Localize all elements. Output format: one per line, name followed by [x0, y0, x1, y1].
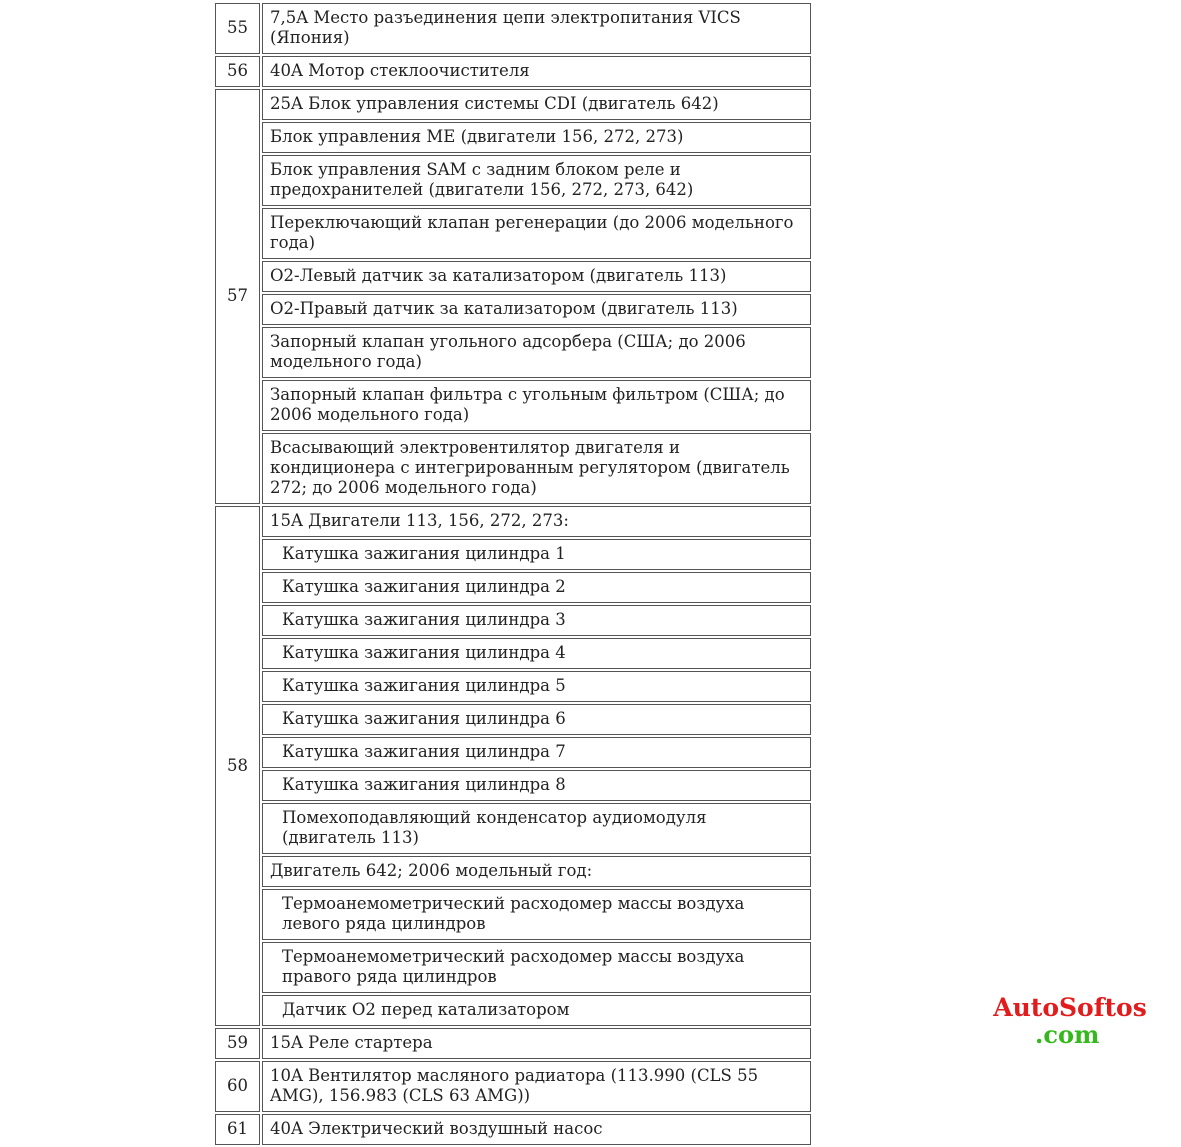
table-row	[215, 56, 811, 87]
fuse-description: 25A Блок управления системы CDI (двигатель 642)	[262, 89, 811, 120]
fuse-number: 59	[215, 1028, 260, 1059]
table-row	[215, 327, 811, 378]
table-row	[215, 3, 811, 54]
fuse-description: 40A Мотор стеклоочистителя	[262, 56, 811, 87]
fuse-table-body	[215, 3, 811, 1145]
fuse-number: 60	[215, 1061, 260, 1112]
fuse-description: 15A Реле стартера	[262, 1028, 811, 1059]
fuse-description: Двигатель 642; 2006 модельный год:	[262, 856, 811, 887]
table-row	[215, 942, 811, 993]
table-row	[215, 294, 811, 325]
table-row	[215, 155, 811, 206]
fuse-description: Блок управления ME (двигатели 156, 272, 273)	[262, 122, 811, 153]
fuse-description: Переключающий клапан регенерации (до 2006 модельного года)	[262, 208, 811, 259]
fuse-description: 40A Электрический воздушный насос	[262, 1114, 811, 1145]
table-row	[215, 122, 811, 153]
table-row	[215, 539, 811, 570]
table-row	[215, 995, 811, 1026]
fuse-description: Катушка зажигания цилиндра 6	[262, 704, 811, 735]
table-row	[215, 89, 811, 120]
table-row	[215, 856, 811, 887]
table-row	[215, 638, 811, 669]
table-row	[215, 671, 811, 702]
watermark-line-2: .com	[1035, 1020, 1100, 1049]
fuse-description: Катушка зажигания цилиндра 5	[262, 671, 811, 702]
fuse-description: Катушка зажигания цилиндра 7	[262, 737, 811, 768]
fuse-description: Блок управления SAM с задним блоком реле и предохранителей (двигатели 156, 272, 273, 642)	[262, 155, 811, 206]
fuse-description: Помехоподавляющий конденсатор аудиомодуля (двигатель 113)	[262, 803, 811, 854]
fuse-description: 10A Вентилятор масляного радиатора (113.990 (CLS 55 AMG), 156.983 (CLS 63 AMG))	[262, 1061, 811, 1112]
fuse-description: O2-Правый датчик за катализатором (двигатель 113)	[262, 294, 811, 325]
table-row	[215, 704, 811, 735]
fuse-description: Катушка зажигания цилиндра 2	[262, 572, 811, 603]
table-row	[215, 380, 811, 431]
fuse-description: Датчик O2 перед катализатором	[262, 995, 811, 1026]
fuse-description: Катушка зажигания цилиндра 1	[262, 539, 811, 570]
table-row	[215, 889, 811, 940]
fuse-description: O2-Левый датчик за катализатором (двигатель 113)	[262, 261, 811, 292]
fuse-number: 57	[215, 89, 260, 504]
table-row	[215, 261, 811, 292]
fuse-description: Катушка зажигания цилиндра 4	[262, 638, 811, 669]
table-row	[215, 572, 811, 603]
fuse-description: Катушка зажигания цилиндра 8	[262, 770, 811, 801]
table-row	[215, 605, 811, 636]
table-row	[215, 1028, 811, 1059]
fuse-table	[213, 1, 813, 1147]
table-row	[215, 1061, 811, 1112]
fuse-description: Всасывающий электровентилятор двигателя и кондиционера с интегрированным регулятором (двигатель 272; до 2006 модельного года)	[262, 433, 811, 504]
fuse-description: 15A Двигатели 113, 156, 272, 273:	[262, 506, 811, 537]
fuse-description: 7,5A Место разъединения цепи электропитания VICS (Япония)	[262, 3, 811, 54]
watermark-logo	[975, 994, 1165, 1048]
fuse-description: Запорный клапан фильтра с угольным фильтром (США; до 2006 модельного года)	[262, 380, 811, 431]
table-row	[215, 737, 811, 768]
table-row	[215, 770, 811, 801]
table-row	[215, 1114, 811, 1145]
table-row	[215, 433, 811, 504]
table-row	[215, 506, 811, 537]
fuse-description: Термоанемометрический расходомер массы воздуха левого ряда цилиндров	[262, 889, 811, 940]
table-row	[215, 208, 811, 259]
watermark-line-1: AutoSoftos	[993, 993, 1147, 1022]
fuse-description: Катушка зажигания цилиндра 3	[262, 605, 811, 636]
fuse-description: Запорный клапан угольного адсорбера (США; до 2006 модельного года)	[262, 327, 811, 378]
fuse-number: 56	[215, 56, 260, 87]
table-row	[215, 803, 811, 854]
fuse-number: 55	[215, 3, 260, 54]
fuse-description: Термоанемометрический расходомер массы воздуха правого ряда цилиндров	[262, 942, 811, 993]
fuse-number: 61	[215, 1114, 260, 1145]
fuse-number: 58	[215, 506, 260, 1026]
